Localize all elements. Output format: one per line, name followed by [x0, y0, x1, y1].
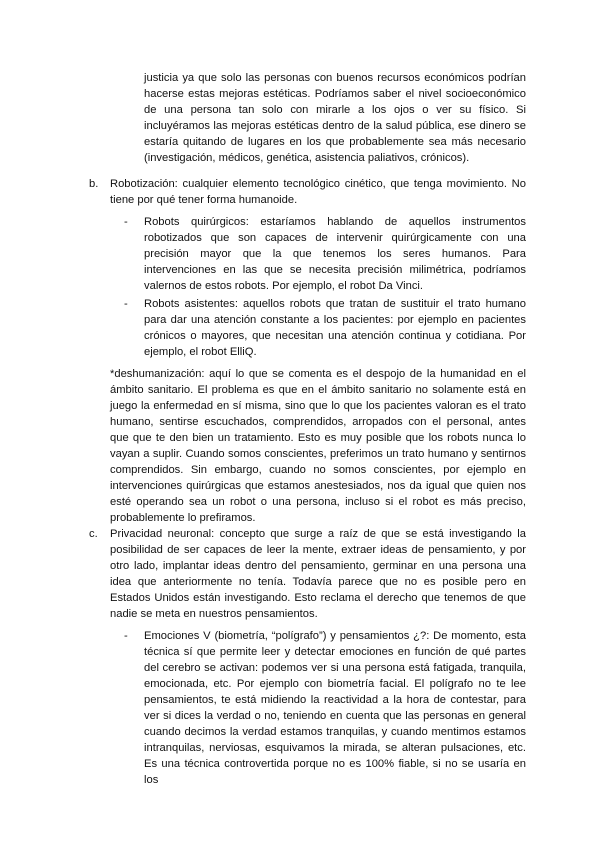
section-b-marker: b. [89, 178, 99, 190]
intro-paragraph: justicia ya que solo las personas con buenos recursos económicos podrían hacerse estas mejoras estéticas. Podríamos saber el nivel socioeconómico de una persona tan solo con mirarle a los ojos o ver su físico. Si incluyéramos las mejoras estéticas dentro de la salud pública, ese dinero se estaría quitando de lugares en los que probablemente sea más necesario (investigación, médicos, genética, asistencia paliativos, crónicos). [144, 72, 526, 164]
emociones-item: Emociones V (biometría, “polígrafo”) y pensamientos ¿?: De momento, esta técnica sí que permite leer y detectar emociones en función de qué partes del cerebro se activan: podemos ver si una persona está fatigada, tranquila, emocionada, etc. Por ejemplo con biometría facial. El polígrafo no te lee pensamientos, te está midiendo la reactividad a la hora de contestar, para ver si dices la verdad o no, teniendo en cuenta que las personas en general cuando decimos la verdad estamos tranquilas, y cuando mentimos estamos intranquilas, nerviosas, esquivamos la mirada, se alteran pulsaciones, etc. Es una técnica controvertida porque no es 100% fiable, si no se usaría en los [144, 630, 526, 786]
section-c-marker: c. [89, 528, 98, 540]
robots-quirurgicos-item: Robots quirúrgicos: estaríamos hablando de aquellos instrumentos robotizados que son capaces de intervenir quirúrgicamente con una precisión mayor que la que tenemos los seres humanos. Para intervenciones en las que se necesita precisión milimétrica, podríamos valernos de estos robots. Por ejemplo, el robot Da Vinci. [144, 216, 526, 292]
bullet-dash: - [124, 216, 128, 228]
bullet-dash: - [124, 630, 128, 642]
section-b-text: Robotización: cualquier elemento tecnológico cinético, que tenga movimiento. No tiene por qué tener forma humanoide. [110, 178, 526, 206]
deshumanizacion-note: *deshumanización: aquí lo que se comenta es el despojo de la humanidad en el ámbito sanitario. El problema es que en el ámbito sanitario no solamente está en juego la enfermedad en sí misma, sino que lo que los pacientes valoran es el trato humano, sentirse escuchados, comprendidos, arropados con el personal, antes que que te den bien un tratamiento. Esto es muy posible que los robots nunca lo vayan a suplir. Cuando somos conscientes, preferimos un trato humano y sentirnos comprendidos. Sin embargo, cuando no somos conscientes, por ejemplo en intervenciones quirúrgicas que estamos anestesiados, nos da igual que quien nos esté operando sea un robot o una persona, incluso si el robot es más preciso, probablemente lo prefiramos. [110, 368, 526, 524]
section-c-text: Privacidad neuronal: concepto que surge a raíz de que se está investigando la posibilidad de ser capaces de leer la mente, extraer ideas de pensamiento, y por otro lado, implantar ideas dentro del pensamiento, germinar en una persona una idea que anteriormente no tenía. Todavía parece que no es posible pero en Estados Unidos están investigando. Esto reclama el derecho que tenemos de que nadie se meta en nuestros pensamientos. [110, 528, 526, 620]
robots-asistentes-item: Robots asistentes: aquellos robots que tratan de sustituir el trato humano para dar una atención constante a los pacientes: por ejemplo en pacientes crónicos o mayores, que necesitan una atención continua y cotidiana. Por ejemplo, el robot ElliQ. [144, 298, 526, 358]
bullet-dash: - [124, 298, 128, 310]
